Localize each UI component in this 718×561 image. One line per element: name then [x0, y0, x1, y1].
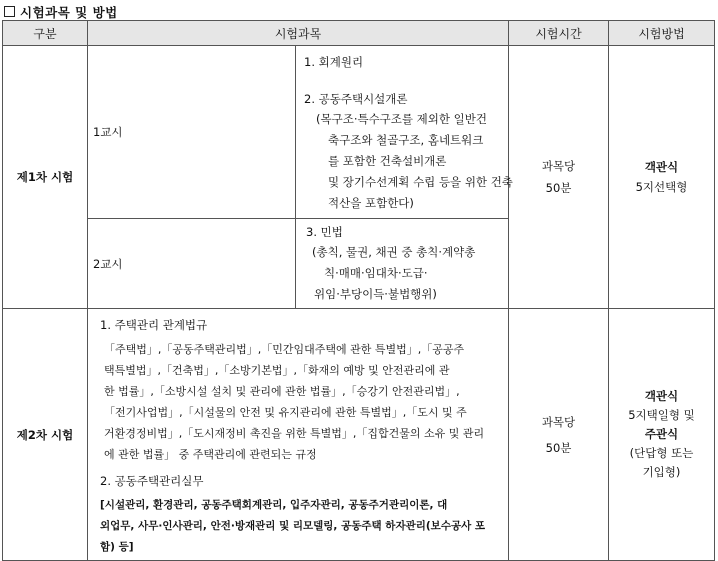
subject-accounting: 1. 회계원리 [304, 55, 364, 69]
exam1-label: 제1차 시험 [3, 46, 88, 309]
exam1-period1-subjects [296, 46, 513, 219]
desc-line: 를 포함한 건축설비개론 [328, 154, 447, 168]
desc-line: 축구조와 철골구조, 홈네트워크 [328, 133, 484, 147]
exam2-time [509, 309, 609, 561]
header-method: 시험방법 [609, 21, 715, 46]
header-subjects: 시험과목 [88, 21, 509, 46]
exam2-method-line4: (단답형 또는 [629, 446, 694, 460]
desc-line: (목구조·특수구조를 제외한 일반건 [316, 112, 487, 126]
desc-line: 택특별법」,「건축법」,「소방기본법」,「화재의 예방 및 안전관리에 관 [104, 364, 450, 377]
section-heading [4, 3, 118, 21]
desc-line: [시설관리, 환경관리, 공동주택회계관리, 입주자관리, 공동주거관리이론, 대 [100, 499, 448, 511]
exam1-period2-label: 2교시 [88, 219, 296, 309]
exam2-method-line5: 기입형) [642, 465, 681, 479]
desc-line: 한 법률」,「소방시설 설치 및 관리에 관한 법률」,「승강기 안전관리법」, [104, 385, 460, 398]
subject-housing-practice: 2. 공동주택관리실무 [100, 474, 204, 488]
desc-line: (총칙, 물권, 채권 중 총칙·계약총 [312, 245, 476, 259]
desc-line: 에 관한 법률」 중 주택관리에 관련되는 규정 [104, 448, 317, 461]
subject-housing-law: 1. 주택관리 관계법규 [100, 318, 208, 332]
header-category: 구분 [3, 21, 88, 46]
exam2-time-line1: 과목당 [541, 414, 576, 429]
header-row [3, 21, 715, 46]
exam1-time-line2: 50분 [545, 181, 572, 195]
exam1-period1-label: 1교시 [88, 46, 296, 219]
desc-line: 칙·매매·임대차·도급· [324, 266, 428, 280]
exam2-method-line1: 객관식 [644, 389, 679, 403]
exam2-method-line3: 주관식 [644, 427, 679, 441]
subject-civil-law: 3. 민법 [306, 225, 343, 239]
exam2-method-line2: 5지택일형 및 [628, 408, 695, 422]
checkbox-square-icon [4, 6, 15, 17]
subject-housing-facilities-desc [304, 109, 513, 214]
desc-line: 외업무, 사무·인사관리, 안전·방재관리 및 리모델링, 공동주택 하자관리(보수공사 포 [100, 520, 486, 532]
subject-civil-law-desc [306, 242, 502, 305]
desc-line: 거환경정비법」,「도시재정비 촉진을 위한 특별법」,「집합건물의 소유 및 관리 [104, 427, 485, 440]
exam1-method [609, 46, 715, 309]
exam1-period1-row [3, 46, 715, 219]
subject-housing-facilities: 2. 공동주택시설개론 [304, 92, 408, 106]
exam1-time [509, 46, 609, 309]
exam2-label: 제2차 시험 [3, 309, 88, 561]
desc-line: 위임·부당이득·불법행위) [314, 287, 437, 301]
subject-housing-law-desc [100, 339, 500, 465]
exam2-subjects [88, 309, 509, 561]
exam2-row [3, 309, 715, 561]
exam1-method-line2: 5지선택형 [635, 180, 688, 194]
exam1-period2-subjects [296, 219, 509, 309]
exam2-method [609, 309, 715, 561]
exam-table [2, 20, 715, 561]
desc-line: 적산을 포함한다) [328, 196, 414, 210]
exam1-method-line1: 객관식 [644, 160, 679, 174]
header-time: 시험시간 [509, 21, 609, 46]
exam2-time-line2: 50분 [545, 440, 572, 455]
exam1-time-line1: 과목당 [541, 159, 576, 173]
desc-line: 및 장기수선계획 수립 등을 위한 건축 [328, 175, 513, 189]
section-heading-text: 시험과목 및 방법 [20, 5, 118, 20]
desc-line: 「전기사업법」,「시설물의 안전 및 유지관리에 관한 특별법」,「도시 및 주 [104, 406, 467, 419]
desc-line: 「주택법」,「공동주택관리법」,「민간임대주택에 관한 특별법」,「공공주 [104, 343, 465, 356]
desc-line: 함) 등] [100, 541, 134, 553]
